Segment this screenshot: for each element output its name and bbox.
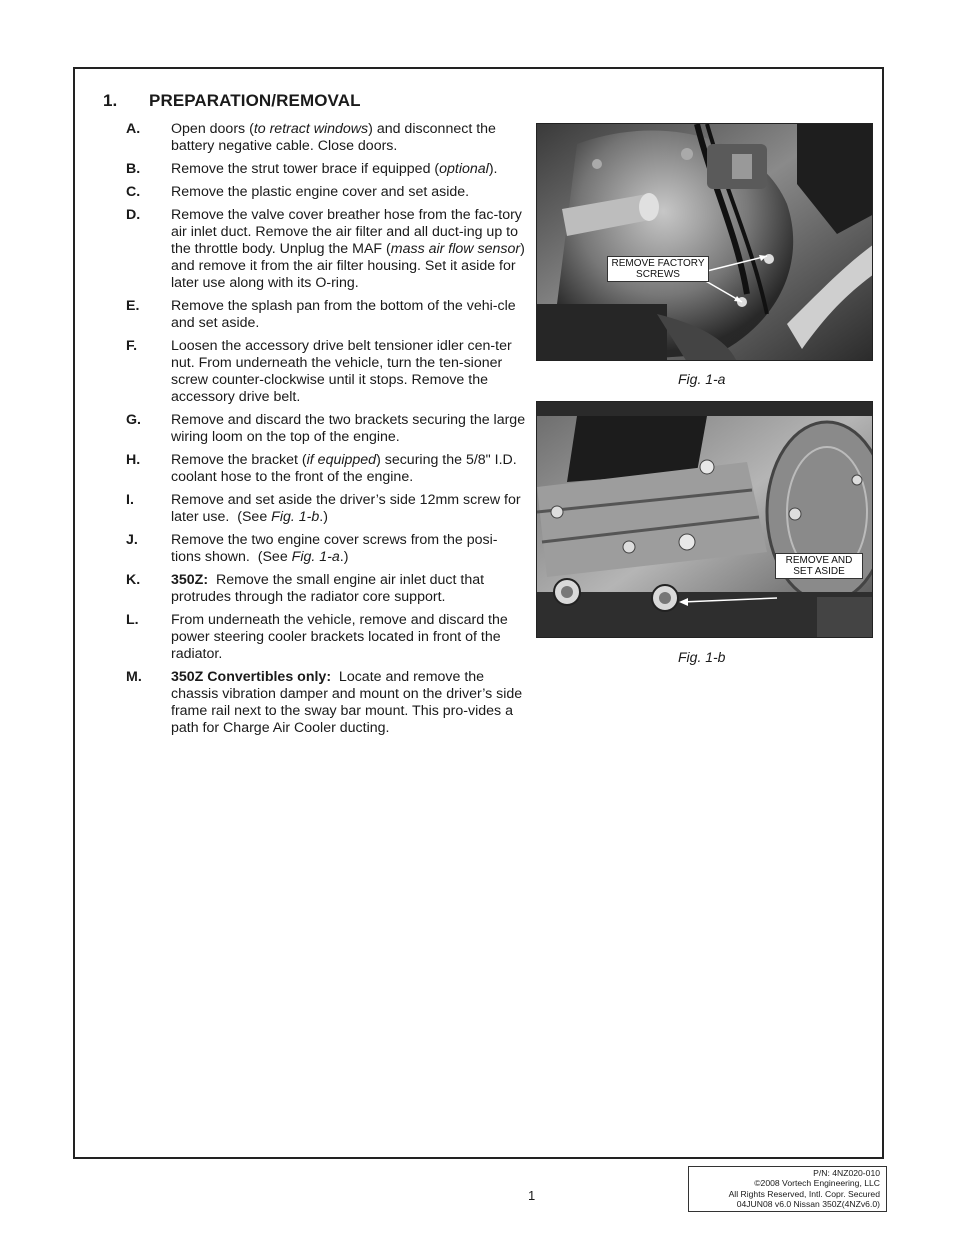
step-letter: I. <box>126 492 134 508</box>
step-text: Remove the two engine cover screws from the posi-tions shown. (See Fig. 1-a.) <box>171 532 498 565</box>
step-text: 350Z Convertibles only: Locate and remove the chassis vibration damper and mount on the driver’s side frame rail next to the sway bar mount. This pro-vides a path for Charge Air Cooler ducting. <box>171 669 523 736</box>
figure-1a-callout <box>607 256 709 282</box>
copyright: ©2008 Vortech Engineering, LLC <box>754 1178 880 1189</box>
step-letter: J. <box>126 532 138 548</box>
step-text: Remove the strut tower brace if equipped (optional). <box>171 161 498 177</box>
step-letter: A. <box>126 121 141 137</box>
step-letter: M. <box>126 669 142 685</box>
engine-photo-b <box>537 402 873 638</box>
step-text: 350Z: Remove the small engine air inlet duct that protrudes through the radiator core support. <box>171 572 485 605</box>
part-number: P/N: 4NZ020-010 <box>813 1168 880 1178</box>
instruction-step <box>126 412 526 446</box>
figure-1b-photo <box>536 401 873 638</box>
section-number: 1. <box>103 91 118 110</box>
step-letter: H. <box>126 452 141 468</box>
instruction-step <box>126 338 526 406</box>
instruction-step <box>126 298 526 332</box>
step-text: Remove the splash pan from the bottom of the vehi-cle and set aside. <box>171 298 516 331</box>
step-letter: E. <box>126 298 140 314</box>
section-heading <box>103 91 361 111</box>
instruction-step <box>126 492 526 526</box>
step-letter: B. <box>126 161 141 177</box>
step-text: Remove and discard the two brackets securing the large wiring loom on the top of the engine. <box>171 412 526 445</box>
step-text: Loosen the accessory drive belt tensioner idler cen-ter nut. From underneath the vehicle, turn the ten-sioner screw counter-clockwise until it stops. Remove the accessory drive belt. <box>171 338 512 405</box>
figure-1a-caption: Fig. 1-a <box>678 371 726 387</box>
figure-1b-caption: Fig. 1-b <box>678 649 726 665</box>
step-letter: F. <box>126 338 138 354</box>
callout-line: SET ASIDE <box>793 566 845 577</box>
instruction-step <box>126 669 526 737</box>
step-letter: L. <box>126 612 139 628</box>
callout-line: REMOVE FACTORY <box>611 258 705 269</box>
footer-info-box <box>688 1166 887 1212</box>
step-text: Remove the bracket (if equipped) securing the 5/8" I.D. coolant hose to the front of the engine. <box>171 452 517 485</box>
callout-line: SCREWS <box>636 269 680 280</box>
instruction-step <box>126 207 526 292</box>
step-text: Remove the valve cover breather hose from the fac-tory air inlet duct. Remove the air filter and all duct-ing up to the throttle body. Unplug the MAF (mass air flow sensor) and remove it from the air filter housing. Set it aside for later use along with its O-ring. <box>171 207 525 291</box>
step-text: From underneath the vehicle, remove and discard the power steering cooler brackets located in front of the radiator. <box>171 612 508 662</box>
instruction-step <box>126 184 526 201</box>
step-letter: C. <box>126 184 141 200</box>
instruction-step <box>126 572 526 606</box>
instruction-step <box>126 452 526 486</box>
page-number: 1 <box>528 1188 536 1203</box>
step-text: Open doors (to retract windows) and disconnect the battery negative cable. Close doors. <box>171 121 496 154</box>
instruction-step <box>126 121 526 155</box>
section-title: PREPARATION/REMOVAL <box>149 91 361 110</box>
step-letter: K. <box>126 572 141 588</box>
version-info: 04JUN08 v6.0 Nissan 350Z(4NZv6.0) <box>736 1198 880 1209</box>
instruction-step <box>126 161 526 178</box>
step-letter: G. <box>126 412 141 428</box>
step-letter: D. <box>126 207 141 223</box>
step-text: Remove the plastic engine cover and set aside. <box>171 184 470 200</box>
figure-1a-photo <box>536 123 873 361</box>
instruction-step <box>126 532 526 566</box>
engine-photo-a <box>537 124 873 361</box>
figure-1b-callout <box>775 553 863 579</box>
callout-line: REMOVE AND <box>785 555 853 566</box>
instruction-step <box>126 612 526 663</box>
rights-notice: All Rights Reserved, Intl. Copr. Secured <box>728 1188 880 1199</box>
instruction-list <box>126 121 526 743</box>
step-text: Remove and set aside the driver’s side 12mm screw for later use. (See Fig. 1-b.) <box>171 492 521 525</box>
